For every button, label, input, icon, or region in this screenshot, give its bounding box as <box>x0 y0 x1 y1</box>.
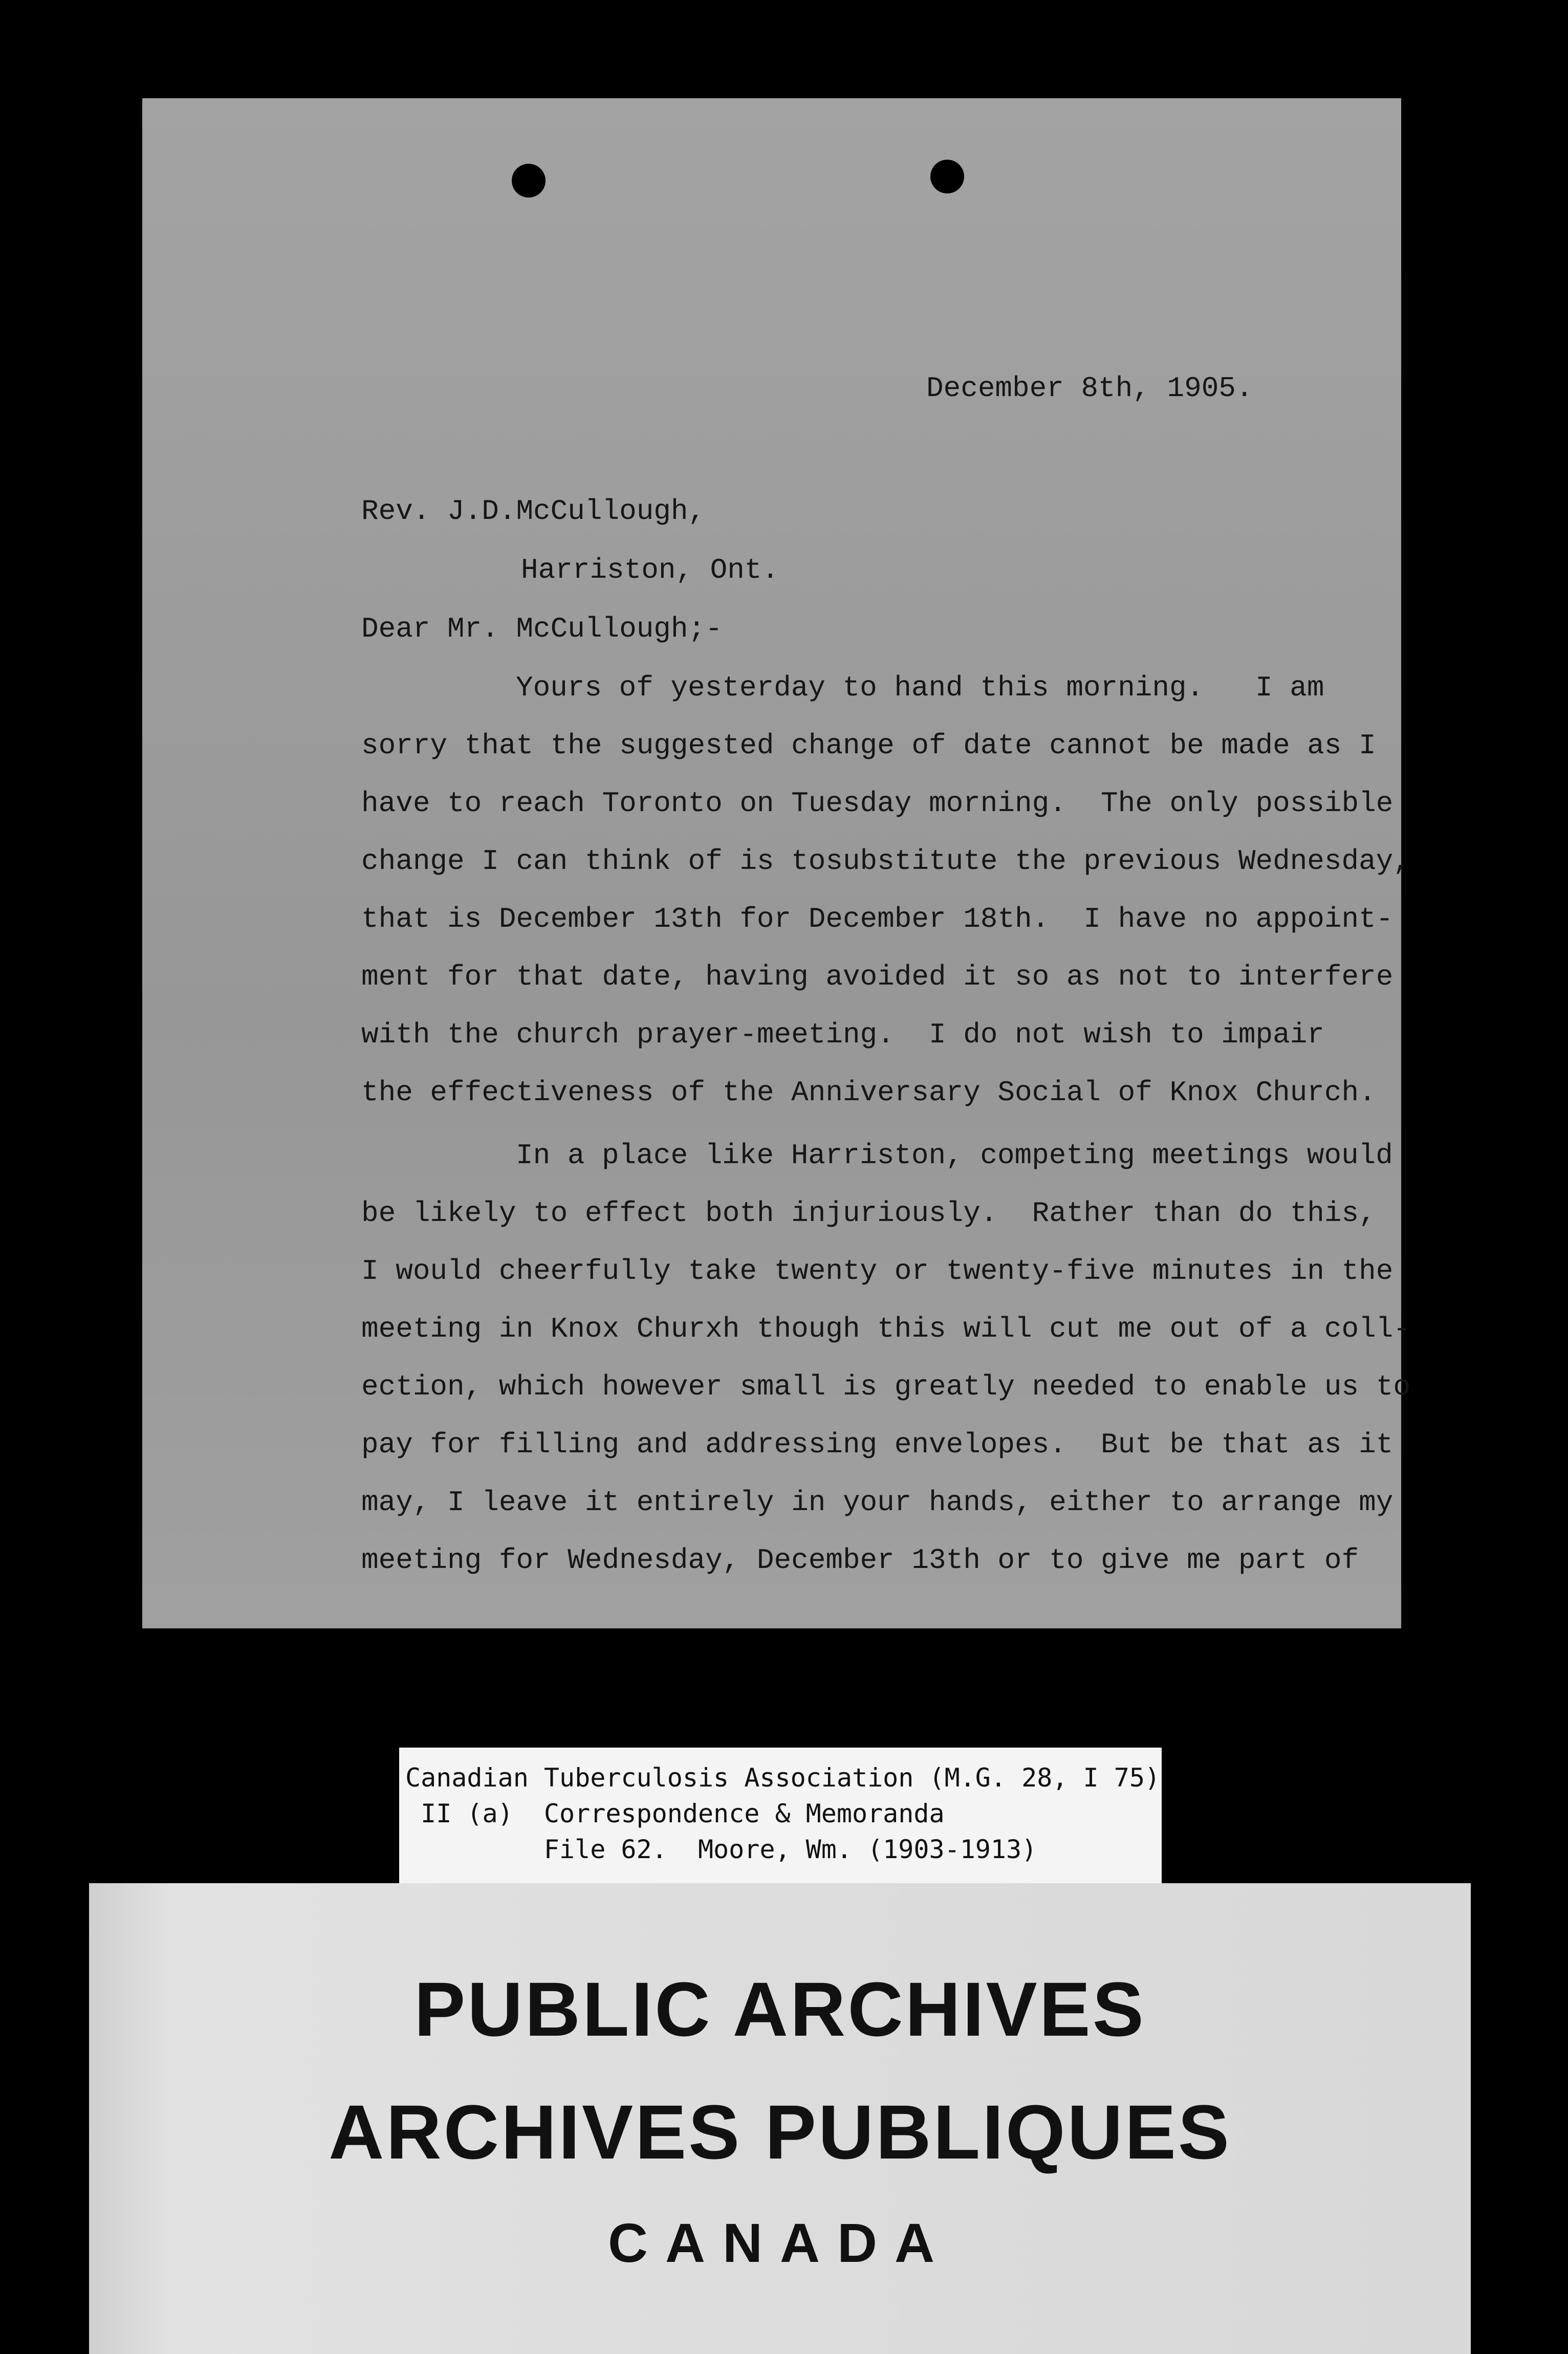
body-line: ection, which however small is greatly needed to enable us to <box>361 1370 1410 1403</box>
recipient-address: Harriston, Ont. <box>521 554 779 586</box>
punch-hole-left <box>512 164 546 198</box>
letter-greeting: Dear Mr. McCullough;- <box>361 613 723 645</box>
catalog-label-line2: II (a) Correspondence & Memoranda <box>405 1799 945 1828</box>
body-line: sorry that the suggested change of date cannot be made as I <box>361 729 1376 762</box>
body-line: the effectiveness of the Anniversary Social of Knox Church. <box>361 1076 1376 1109</box>
body-line: Yours of yesterday to hand this morning. I am <box>516 671 1324 704</box>
catalog-label-line3: File 62. Moore, Wm. (1903-1913) <box>405 1835 1037 1864</box>
recipient-name: Rev. J.D.McCullough, <box>361 495 706 528</box>
body-line: be likely to effect both injuriously. Rather than do this, <box>361 1197 1376 1230</box>
catalog-label-line1: Canadian Tuberculosis Association (M.G. 28, I 75) <box>405 1763 1161 1793</box>
archives-title-english: PUBLIC ARCHIVES <box>414 1966 1146 2052</box>
archives-country: CANADA <box>608 2212 952 2274</box>
body-line: In a place like Harriston, competing meetings would <box>516 1139 1393 1172</box>
punch-hole-right <box>930 160 964 193</box>
letter-date: December 8th, 1905. <box>926 372 1253 405</box>
body-line: change I can think of is tosubstitute the previous Wednesday, <box>361 845 1410 878</box>
body-line: may, I leave it entirely in your hands, either to arrange my <box>361 1486 1393 1519</box>
body-line: that is December 13th for December 18th. I have no appoint- <box>361 903 1393 935</box>
archives-title-french: ARCHIVES PUBLIQUES <box>329 2089 1231 2175</box>
archives-card <box>89 1883 1471 2354</box>
body-line: I would cheerfully take twenty or twenty-five minutes in the <box>361 1255 1393 1288</box>
body-line: with the church prayer-meeting. I do not wish to impair <box>361 1018 1324 1051</box>
body-line: meeting in Knox Churxh though this will cut me out of a coll- <box>361 1313 1410 1345</box>
body-line: have to reach Toronto on Tuesday morning. The only possible <box>361 787 1393 820</box>
body-line: ment for that date, having avoided it so as not to interfere <box>361 961 1393 993</box>
body-line: meeting for Wednesday, December 13th or to give me part of <box>361 1544 1359 1577</box>
body-line: pay for filling and addressing envelopes. But be that as it <box>361 1428 1393 1461</box>
catalog-label <box>399 1748 1162 1888</box>
letter-page <box>142 98 1410 1628</box>
